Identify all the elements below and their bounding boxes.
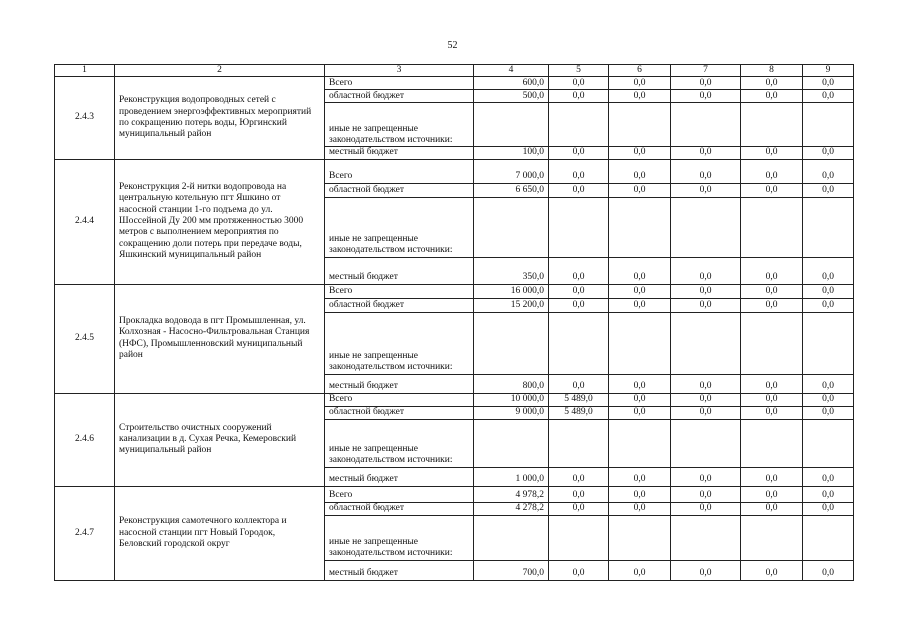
amount-cell: 0,0 (609, 183, 671, 197)
amount-cell: 0,0 (803, 147, 854, 159)
funding-source: местный бюджет (325, 147, 474, 159)
amount-cell: 0,0 (609, 90, 671, 103)
amount-cell (803, 419, 854, 467)
amount-cell (741, 197, 803, 257)
amount-cell (549, 515, 609, 560)
funding-source: местный бюджет (325, 560, 474, 580)
amount-cell (609, 103, 671, 147)
amount-cell: 0,0 (549, 284, 609, 298)
column-header: 7 (671, 65, 741, 77)
amount-cell: 0,0 (803, 159, 854, 183)
amount-cell: 4 978,2 (474, 486, 549, 502)
amount-cell (671, 197, 741, 257)
amount-cell: 7 000,0 (474, 159, 549, 183)
amount-cell: 0,0 (803, 257, 854, 284)
amount-cell: 0,0 (803, 467, 854, 486)
amount-cell: 0,0 (741, 374, 803, 393)
funding-source: Всего (325, 486, 474, 502)
column-header: 1 (55, 65, 115, 77)
amount-cell: 0,0 (741, 298, 803, 312)
amount-cell: 0,0 (549, 298, 609, 312)
table-body (55, 77, 854, 580)
amount-cell (741, 419, 803, 467)
table-row (55, 77, 854, 90)
amount-cell (609, 515, 671, 560)
funding-source: областной бюджет (325, 90, 474, 103)
amount-cell: 0,0 (803, 284, 854, 298)
amount-cell: 0,0 (803, 77, 854, 90)
item-code: 2.4.6 (55, 393, 115, 486)
amount-cell: 0,0 (803, 406, 854, 419)
amount-cell: 0,0 (741, 159, 803, 183)
amount-cell: 0,0 (549, 90, 609, 103)
item-name: Прокладка водовода в пгт Промышленная, ул. Колхозная - Насосно-Фильтровальная Станция (НФС), Промышленновский муниципальный район (115, 284, 325, 393)
column-header: 3 (325, 65, 474, 77)
amount-cell: 9 000,0 (474, 406, 549, 419)
amount-cell: 100,0 (474, 147, 549, 159)
amount-cell: 0,0 (803, 374, 854, 393)
amount-cell: 0,0 (671, 147, 741, 159)
amount-cell (549, 197, 609, 257)
amount-cell: 0,0 (671, 374, 741, 393)
amount-cell: 0,0 (671, 393, 741, 406)
table-row (55, 284, 854, 298)
funding-source: областной бюджет (325, 406, 474, 419)
funding-source: Всего (325, 284, 474, 298)
amount-cell: 0,0 (741, 502, 803, 515)
amount-cell: 0,0 (671, 467, 741, 486)
funding-source: иные не запрещенные законодательством источники: (325, 103, 474, 147)
amount-cell: 0,0 (549, 502, 609, 515)
amount-cell: 0,0 (609, 406, 671, 419)
amount-cell: 0,0 (671, 183, 741, 197)
amount-cell: 0,0 (741, 90, 803, 103)
item-name: Реконструкция самотечного коллектора и насосной станции пгт Новый Городок, Беловский городской округ (115, 486, 325, 580)
amount-cell: 0,0 (609, 393, 671, 406)
amount-cell: 0,0 (549, 183, 609, 197)
amount-cell: 0,0 (609, 502, 671, 515)
amount-cell (549, 419, 609, 467)
amount-cell (671, 312, 741, 374)
amount-cell: 0,0 (609, 77, 671, 90)
amount-cell (671, 515, 741, 560)
funding-source: областной бюджет (325, 183, 474, 197)
funding-source: иные не запрещенные законодательством источники: (325, 515, 474, 560)
funding-source: иные не запрещенные законодательством источники: (325, 312, 474, 374)
funding-source: местный бюджет (325, 374, 474, 393)
amount-cell: 0,0 (609, 147, 671, 159)
amount-cell (741, 515, 803, 560)
amount-cell: 0,0 (609, 560, 671, 580)
amount-cell: 600,0 (474, 77, 549, 90)
amount-cell: 16 000,0 (474, 284, 549, 298)
amount-cell: 0,0 (609, 284, 671, 298)
amount-cell (803, 103, 854, 147)
amount-cell (609, 419, 671, 467)
column-header: 9 (803, 65, 854, 77)
funding-source: иные не запрещенные законодательством источники: (325, 419, 474, 467)
amount-cell: 0,0 (609, 486, 671, 502)
table-row (55, 159, 854, 183)
amount-cell: 15 200,0 (474, 298, 549, 312)
amount-cell (803, 197, 854, 257)
funding-source: местный бюджет (325, 257, 474, 284)
amount-cell: 0,0 (671, 159, 741, 183)
item-name: Строительство очистных сооружений канализации в д. Сухая Речка, Кемеровский муниципальный район (115, 393, 325, 486)
amount-cell: 0,0 (741, 406, 803, 419)
amount-cell: 0,0 (609, 257, 671, 284)
amount-cell: 0,0 (671, 502, 741, 515)
amount-cell: 0,0 (741, 147, 803, 159)
amount-cell: 5 489,0 (549, 406, 609, 419)
amount-cell (741, 103, 803, 147)
amount-cell: 10 000,0 (474, 393, 549, 406)
budget-table (54, 64, 854, 581)
amount-cell (474, 515, 549, 560)
amount-cell: 6 650,0 (474, 183, 549, 197)
funding-source: Всего (325, 77, 474, 90)
amount-cell: 800,0 (474, 374, 549, 393)
column-header: 6 (609, 65, 671, 77)
column-header: 4 (474, 65, 549, 77)
item-code: 2.4.5 (55, 284, 115, 393)
amount-cell: 0,0 (609, 467, 671, 486)
amount-cell: 0,0 (803, 393, 854, 406)
amount-cell: 0,0 (549, 374, 609, 393)
amount-cell: 0,0 (549, 467, 609, 486)
amount-cell: 4 278,2 (474, 502, 549, 515)
item-code: 2.4.3 (55, 77, 115, 159)
funding-source: иные не запрещенные законодательством источники: (325, 197, 474, 257)
amount-cell: 0,0 (803, 560, 854, 580)
amount-cell: 0,0 (803, 298, 854, 312)
amount-cell: 0,0 (671, 90, 741, 103)
amount-cell (609, 197, 671, 257)
funding-source: местный бюджет (325, 467, 474, 486)
amount-cell (609, 312, 671, 374)
amount-cell: 0,0 (803, 486, 854, 502)
amount-cell: 0,0 (609, 374, 671, 393)
item-name: Реконструкция 2-й нитки водопровода на центральную котельную пгт Яшкино от насосной станции 1-го подъема до ул. Шоссейной Ду 200 мм протяженностью 3000 метров с выполнением мероприятия по сокращению доли потерь при передаче воды, Яшкинский муниципальный район (115, 159, 325, 284)
amount-cell: 0,0 (671, 298, 741, 312)
item-name: Реконструкция водопроводных сетей с проведением энергоэффективных мероприятий по сокращению потерь воды, Юргинский муниципальный район (115, 77, 325, 159)
amount-cell (803, 515, 854, 560)
amount-cell (803, 312, 854, 374)
amount-cell (474, 103, 549, 147)
amount-cell: 0,0 (549, 560, 609, 580)
amount-cell (671, 419, 741, 467)
amount-cell: 0,0 (671, 284, 741, 298)
header-row (55, 65, 854, 77)
amount-cell: 0,0 (671, 257, 741, 284)
amount-cell (741, 312, 803, 374)
amount-cell: 0,0 (549, 77, 609, 90)
amount-cell: 0,0 (803, 502, 854, 515)
amount-cell: 1 000,0 (474, 467, 549, 486)
amount-cell: 0,0 (741, 284, 803, 298)
table-row (55, 393, 854, 406)
amount-cell: 0,0 (609, 159, 671, 183)
amount-cell: 0,0 (609, 298, 671, 312)
amount-cell: 0,0 (549, 257, 609, 284)
item-code: 2.4.7 (55, 486, 115, 580)
amount-cell: 0,0 (671, 486, 741, 502)
amount-cell (671, 103, 741, 147)
amount-cell: 500,0 (474, 90, 549, 103)
amount-cell: 0,0 (741, 183, 803, 197)
funding-source: Всего (325, 159, 474, 183)
amount-cell: 0,0 (741, 257, 803, 284)
amount-cell: 0,0 (741, 393, 803, 406)
item-code: 2.4.4 (55, 159, 115, 284)
amount-cell: 0,0 (549, 147, 609, 159)
funding-source: областной бюджет (325, 298, 474, 312)
amount-cell: 0,0 (671, 77, 741, 90)
column-header: 2 (115, 65, 325, 77)
amount-cell: 0,0 (741, 467, 803, 486)
page-number: 52 (447, 40, 458, 51)
funding-source: областной бюджет (325, 502, 474, 515)
table-row (55, 486, 854, 502)
funding-source: Всего (325, 393, 474, 406)
amount-cell: 0,0 (803, 90, 854, 103)
amount-cell: 700,0 (474, 560, 549, 580)
amount-cell: 350,0 (474, 257, 549, 284)
column-header: 5 (549, 65, 609, 77)
amount-cell: 0,0 (741, 560, 803, 580)
amount-cell (474, 197, 549, 257)
amount-cell (474, 312, 549, 374)
amount-cell (549, 103, 609, 147)
amount-cell: 0,0 (671, 560, 741, 580)
amount-cell: 5 489,0 (549, 393, 609, 406)
amount-cell (474, 419, 549, 467)
amount-cell: 0,0 (803, 183, 854, 197)
amount-cell: 0,0 (741, 486, 803, 502)
amount-cell: 0,0 (741, 77, 803, 90)
column-header: 8 (741, 65, 803, 77)
amount-cell: 0,0 (549, 159, 609, 183)
amount-cell: 0,0 (549, 486, 609, 502)
amount-cell (549, 312, 609, 374)
amount-cell: 0,0 (671, 406, 741, 419)
